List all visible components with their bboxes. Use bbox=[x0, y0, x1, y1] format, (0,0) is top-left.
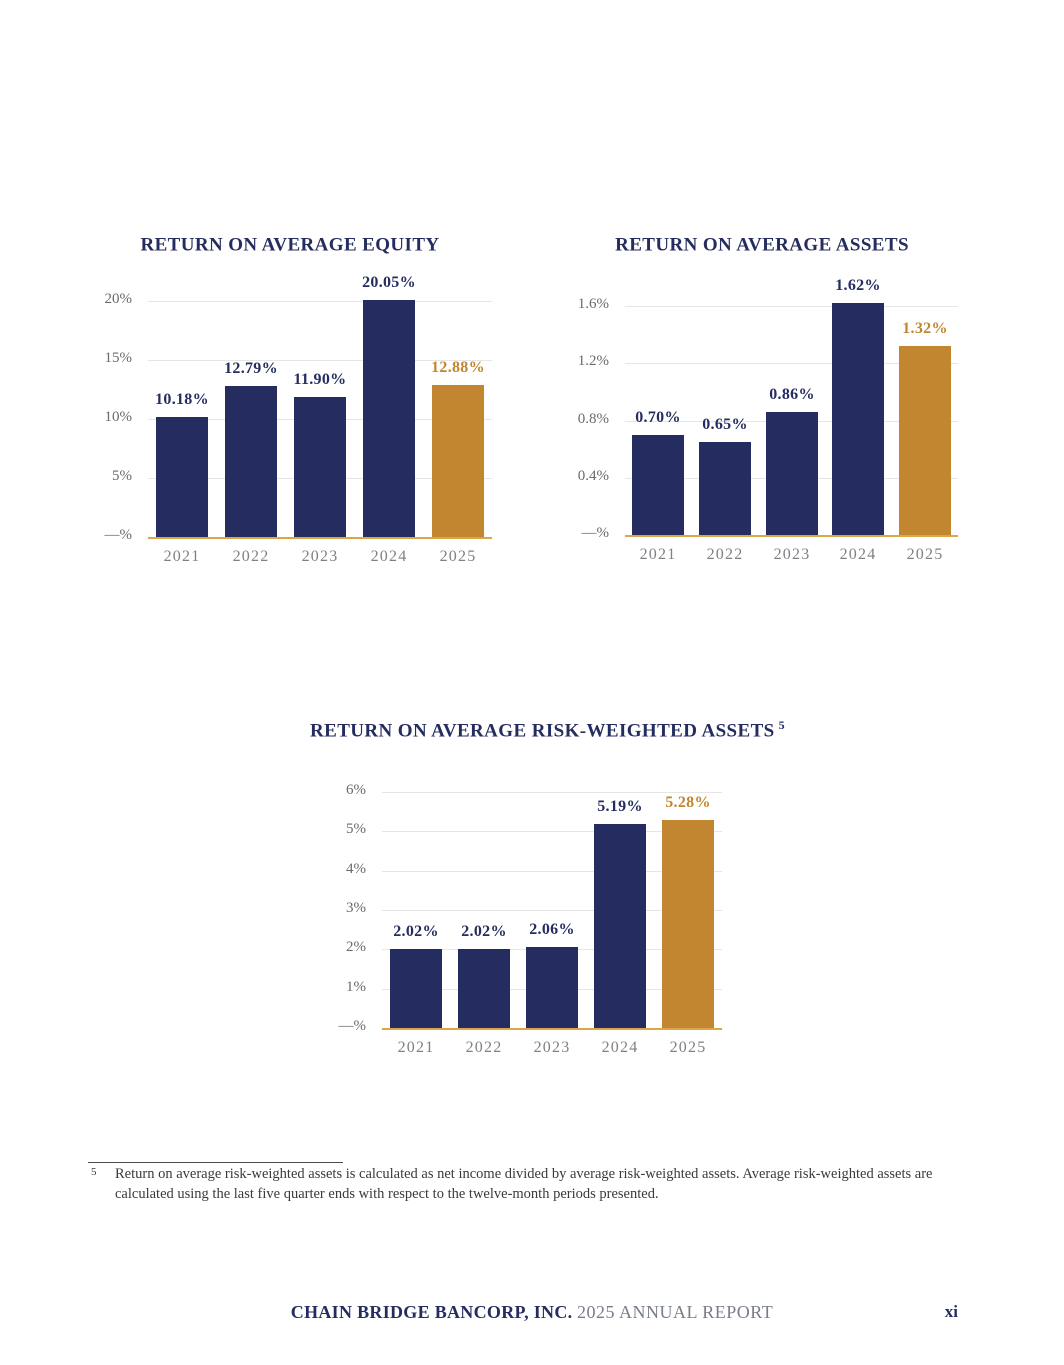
y-axis-tick-label: 3% bbox=[346, 900, 366, 916]
y-axis-tick-label: 6% bbox=[346, 782, 366, 798]
x-axis-tick-label: 2021 bbox=[397, 1039, 435, 1056]
x-axis-tick-label: 2025 bbox=[906, 546, 944, 563]
chart-return-on-average-assets bbox=[560, 232, 968, 582]
bar-2023 bbox=[766, 412, 818, 535]
y-axis-tick-label: —% bbox=[338, 1018, 366, 1034]
x-axis-tick-label: 2023 bbox=[533, 1039, 571, 1056]
bar-value-label: 12.79% bbox=[224, 360, 278, 377]
y-axis-tick-label: 20% bbox=[104, 291, 132, 307]
x-axis-tick-label: 2023 bbox=[301, 548, 339, 565]
footnote-reference: 5 bbox=[778, 718, 786, 732]
page-number: xi bbox=[944, 1302, 958, 1321]
x-axis-tick-label: 2022 bbox=[706, 546, 744, 563]
y-axis-tick-label: 15% bbox=[104, 350, 132, 366]
y-axis-tick-label: 1.6% bbox=[577, 296, 609, 312]
bar-value-label: 5.19% bbox=[597, 798, 643, 815]
bar-value-label: 5.28% bbox=[665, 794, 711, 811]
bar-2024 bbox=[363, 300, 415, 537]
gridline bbox=[382, 792, 722, 793]
footnote-marker: 5 bbox=[91, 1166, 97, 1178]
bar-2025 bbox=[662, 820, 714, 1028]
y-axis-tick-label: 10% bbox=[104, 409, 132, 425]
bar-2021 bbox=[390, 949, 442, 1028]
y-axis-tick-label: 1% bbox=[346, 979, 366, 995]
bar-value-label: 20.05% bbox=[362, 274, 416, 291]
x-axis-tick-label: 2025 bbox=[439, 548, 477, 565]
footnote-text: Return on average risk-weighted assets is calculated as net income divided by average risk-weighted assets. Average risk-weighted assets are calculated using the last five quarter ends with respect to the twelve-month periods presented. bbox=[115, 1166, 933, 1202]
bar-2023 bbox=[526, 947, 578, 1028]
chart-title: RETURN ON AVERAGE ASSETS bbox=[615, 234, 909, 256]
y-axis-tick-label: 5% bbox=[346, 821, 366, 837]
chart-title: RETURN ON AVERAGE RISK-WEIGHTED ASSETS $^5$ bbox=[310, 718, 786, 742]
bar-2021 bbox=[156, 417, 208, 537]
x-axis-tick-label: 2021 bbox=[163, 548, 201, 565]
bar-2021 bbox=[632, 435, 684, 535]
bar-2022 bbox=[458, 949, 510, 1028]
bar-value-label: 10.18% bbox=[155, 391, 209, 408]
bar-value-label: 12.88% bbox=[431, 359, 485, 376]
bar-2025 bbox=[899, 346, 951, 535]
x-axis-baseline bbox=[625, 535, 958, 537]
y-axis-tick-label: —% bbox=[581, 525, 609, 541]
bar-2022 bbox=[699, 442, 751, 535]
footer-report-title: 2025 ANNUAL REPORT bbox=[576, 1302, 774, 1322]
y-axis-tick-label: 0.4% bbox=[577, 468, 609, 484]
bar-value-label: 11.90% bbox=[293, 371, 347, 388]
y-axis-tick-label: 0.8% bbox=[577, 411, 609, 427]
y-axis-tick-label: 5% bbox=[112, 468, 132, 484]
bar-value-label: 2.06% bbox=[529, 921, 575, 938]
bar-value-label: 1.32% bbox=[902, 320, 948, 337]
x-axis-baseline bbox=[382, 1028, 722, 1030]
gridline bbox=[148, 301, 492, 302]
bar-2025 bbox=[432, 385, 484, 537]
x-axis-tick-label: 2024 bbox=[370, 548, 408, 565]
x-axis-baseline bbox=[148, 537, 492, 539]
y-axis-tick-label: —% bbox=[104, 527, 132, 543]
y-axis-tick-label: 1.2% bbox=[577, 353, 609, 369]
x-axis-tick-label: 2021 bbox=[639, 546, 677, 563]
bar-2023 bbox=[294, 397, 346, 537]
bar-value-label: 1.62% bbox=[835, 277, 881, 294]
bar-value-label: 2.02% bbox=[393, 923, 439, 940]
y-axis-tick-label: 4% bbox=[346, 861, 366, 877]
gridline bbox=[625, 306, 958, 307]
footnote-divider bbox=[88, 1162, 343, 1163]
footer-company-name: CHAIN BRIDGE BANCORP, INC. bbox=[290, 1302, 573, 1322]
footer bbox=[0, 1302, 1064, 1323]
x-axis-tick-label: 2023 bbox=[773, 546, 811, 563]
x-axis-tick-label: 2024 bbox=[601, 1039, 639, 1056]
x-axis-tick-label: 2024 bbox=[839, 546, 877, 563]
bar-2024 bbox=[594, 824, 646, 1028]
bar-value-label: 0.86% bbox=[769, 386, 815, 403]
x-axis-tick-label: 2022 bbox=[232, 548, 270, 565]
chart-return-on-average-equity bbox=[88, 232, 496, 582]
bar-value-label: 0.70% bbox=[635, 409, 681, 426]
y-axis-tick-label: 2% bbox=[346, 939, 366, 955]
x-axis-tick-label: 2025 bbox=[669, 1039, 707, 1056]
x-axis-tick-label: 2022 bbox=[465, 1039, 503, 1056]
chart-title: RETURN ON AVERAGE EQUITY bbox=[140, 234, 440, 256]
bar-value-label: 0.65% bbox=[702, 416, 748, 433]
bar-value-label: 2.02% bbox=[461, 923, 507, 940]
bar-2022 bbox=[225, 386, 277, 537]
chart-return-on-average-risk-weighted-assets bbox=[310, 718, 786, 1073]
